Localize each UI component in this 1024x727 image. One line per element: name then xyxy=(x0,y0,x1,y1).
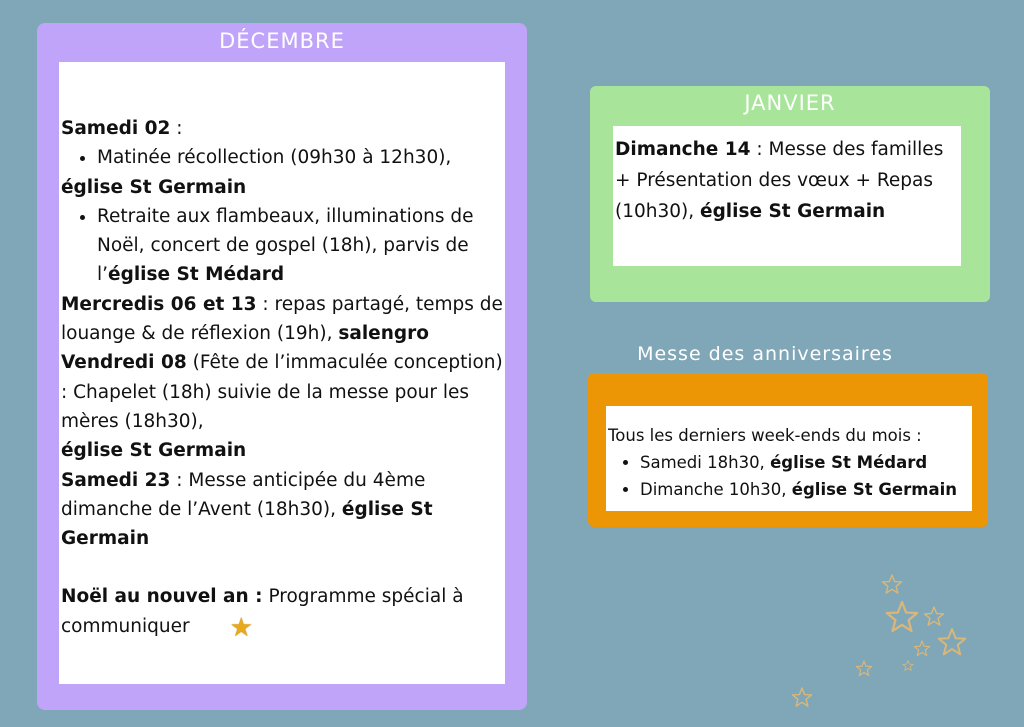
star-icon: ★ xyxy=(229,612,253,643)
spacer xyxy=(61,553,503,582)
event-list xyxy=(61,202,503,290)
december-content xyxy=(61,114,503,643)
event-vendredi-08: Vendredi 08 (Fête de l’immaculée conception) : Chapelet (18h) suivie de la messe pour les mères (18h30), xyxy=(61,352,503,432)
december-content-box xyxy=(59,62,505,684)
list-item: • Samedi 18h30, église St Médard xyxy=(640,449,970,476)
anniversaries-panel xyxy=(588,373,988,527)
star-icon xyxy=(914,641,929,655)
list-item: • Dimanche 10h30, église St Germain xyxy=(640,476,970,503)
anniversaries-intro: Tous les derniers week-ends du mois : xyxy=(608,426,922,445)
december-title: DÉCEMBRE xyxy=(219,29,345,53)
december-panel xyxy=(37,23,527,710)
event-mercredis: Mercredis 06 et 13 : repas partagé, temps de louange & de réflexion (19h), salengro xyxy=(61,293,503,345)
january-panel xyxy=(590,86,990,302)
january-content-box xyxy=(613,126,961,266)
january-title: JANVIER xyxy=(744,91,836,115)
star-icon xyxy=(925,607,944,625)
star-icon xyxy=(887,602,917,631)
event-place: église St Germain xyxy=(61,440,247,462)
event-noel: Noël au nouvel an : Programme spécial à communiquer ★ xyxy=(61,586,464,643)
anniversaries-content-box xyxy=(606,406,972,511)
star-icon xyxy=(939,629,966,654)
anniversaries-list xyxy=(608,449,970,503)
event-place: église St Germain xyxy=(61,176,247,198)
event-list xyxy=(61,143,503,172)
event-day: Samedi 02 xyxy=(61,118,171,139)
anniversaries-title: Messe des anniversaires xyxy=(637,343,893,365)
star-icon xyxy=(903,661,913,671)
list-item: • Matinée récollection (09h30 à 12h30), xyxy=(97,143,503,172)
star-icon xyxy=(883,575,902,593)
star-icon xyxy=(793,688,812,706)
event-samedi-23: Samedi 23 : Messe anticipée du 4ème dimanche de l’Avent (18h30), église St Germain xyxy=(61,469,433,550)
decorative-stars-icon xyxy=(780,565,980,715)
list-item: • Retraite aux flambeaux, illuminations de Noël, concert de gospel (18h), parvis de l’église St Médard xyxy=(97,202,503,290)
star-icon xyxy=(856,661,871,675)
anniversaries-content xyxy=(608,422,970,503)
event-samedi-02: Samedi 02 : xyxy=(61,118,183,139)
event-dimanche-14: Dimanche 14 : Messe des familles + Présentation des vœux + Repas (10h30), église St Germain xyxy=(615,139,944,222)
